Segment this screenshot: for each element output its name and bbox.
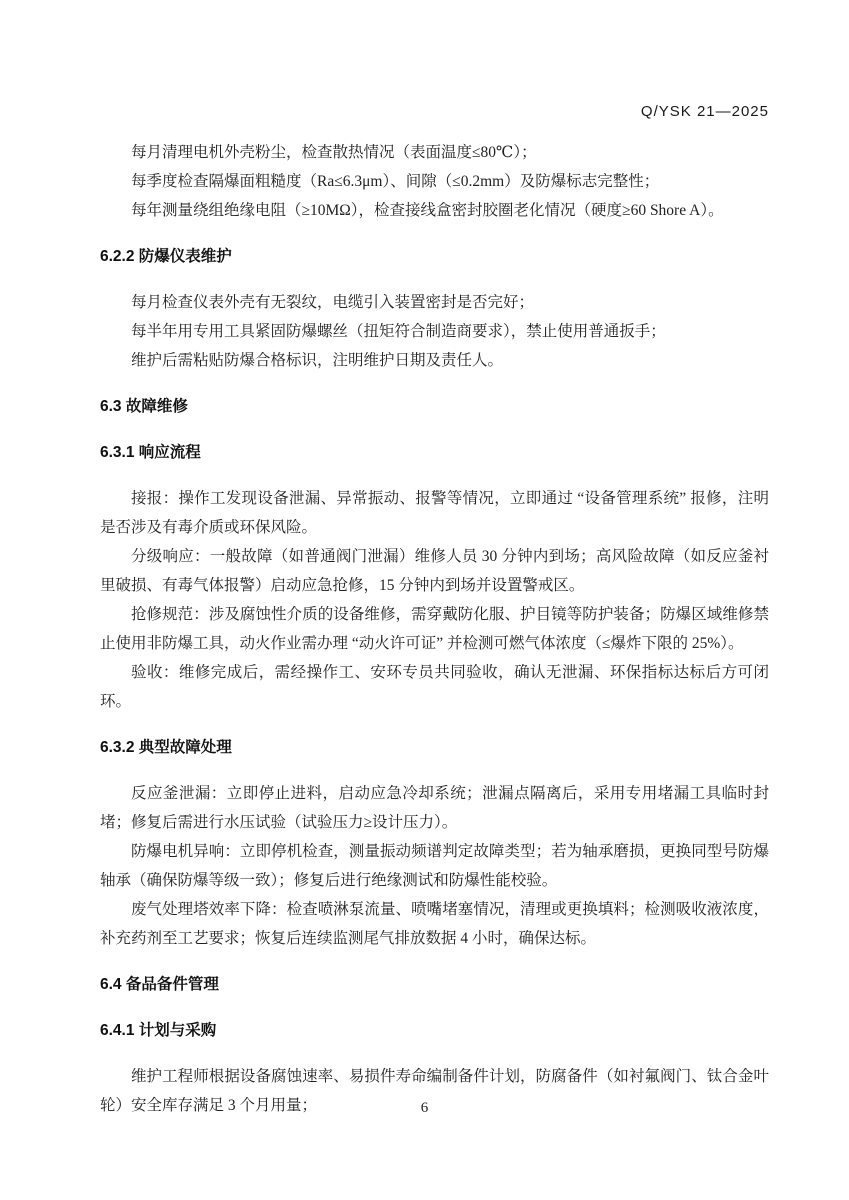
section-heading: 6.3.2 典型故障处理 bbox=[100, 739, 232, 756]
paragraph: 维护后需粘贴防爆合格标识，注明维护日期及责任人。 bbox=[131, 352, 504, 369]
paragraph: 抢修规范：涉及腐蚀性介质的设备维修，需穿戴防化服、护目镜等防护装备；防爆区域维修禁止使用非防爆工具，动火作业需办理 “动火许可证” 并检测可燃气体浓度（≤爆炸下限的 25%）。 bbox=[100, 606, 769, 652]
paragraph: 废气处理塔效率下降：检查喷淋泵流量、喷嘴堵塞情况，清理或更换填料；检测吸收液浓度，补充药剂至工艺要求；恢复后连续监测尾气排放数据 4 小时，确保达标。 bbox=[100, 901, 769, 947]
paragraph: 防爆电机异响：立即停机检查，测量振动频谱判定故障类型；若为轴承磨损，更换同型号防爆轴承（确保防爆等级一致）；修复后进行绝缘测试和防爆性能校验。 bbox=[100, 843, 769, 889]
paragraph: 验收：维修完成后，需经操作工、安环专员共同验收，确认无泄漏、环保指标达标后方可闭环。 bbox=[100, 664, 769, 710]
paragraph: 每半年用专用工具紧固防爆螺丝（扭矩符合制造商要求），禁止使用普通扳手； bbox=[131, 323, 666, 340]
section-heading: 6.4 备品备件管理 bbox=[100, 976, 219, 993]
document-body bbox=[100, 138, 769, 1120]
paragraph: 每月清理电机外壳粉尘，检查散热情况（表面温度≤80℃）； bbox=[131, 144, 537, 161]
page-number: 6 bbox=[420, 1100, 429, 1116]
document-code-header: Q/YSK 21—2025 bbox=[640, 103, 769, 120]
section-heading: 6.4.1 计划与采购 bbox=[100, 1022, 217, 1039]
paragraph: 维护工程师根据设备腐蚀速率、易损件寿命编制备件计划，防腐备件（如衬氟阀门、钛合金叶轮）安全库存满足 3 个月用量； bbox=[100, 1068, 769, 1114]
paragraph: 每月检查仪表外壳有无裂纹，电缆引入装置密封是否完好； bbox=[131, 294, 535, 311]
paragraph: 接报：操作工发现设备泄漏、异常振动、报警等情况，立即通过 “设备管理系统” 报修，注明是否涉及有毒介质或环保风险。 bbox=[100, 490, 769, 536]
section-heading: 6.3.1 响应流程 bbox=[100, 444, 201, 461]
section-heading: 6.3 故障维修 bbox=[100, 398, 188, 415]
section-heading: 6.2.2 防爆仪表维护 bbox=[100, 248, 232, 265]
paragraph: 每年测量绕组绝缘电阻（≥10MΩ），检查接线盒密封胶圈老化情况（硬度≥60 Shore A）。 bbox=[131, 202, 724, 219]
paragraph: 每季度检查隔爆面粗糙度（Ra≤6.3μm）、间隙（≤0.2mm）及防爆标志完整性； bbox=[131, 173, 660, 190]
paragraph: 反应釜泄漏：立即停止进料，启动应急冷却系统；泄漏点隔离后，采用专用堵漏工具临时封堵；修复后需进行水压试验（试验压力≥设计压力）。 bbox=[100, 785, 769, 831]
paragraph: 分级响应：一般故障（如普通阀门泄漏）维修人员 30 分钟内到场；高风险故障（如反应釜衬里破损、有毒气体报警）启动应急抢修，15 分钟内到场并设置警戒区。 bbox=[100, 548, 769, 594]
